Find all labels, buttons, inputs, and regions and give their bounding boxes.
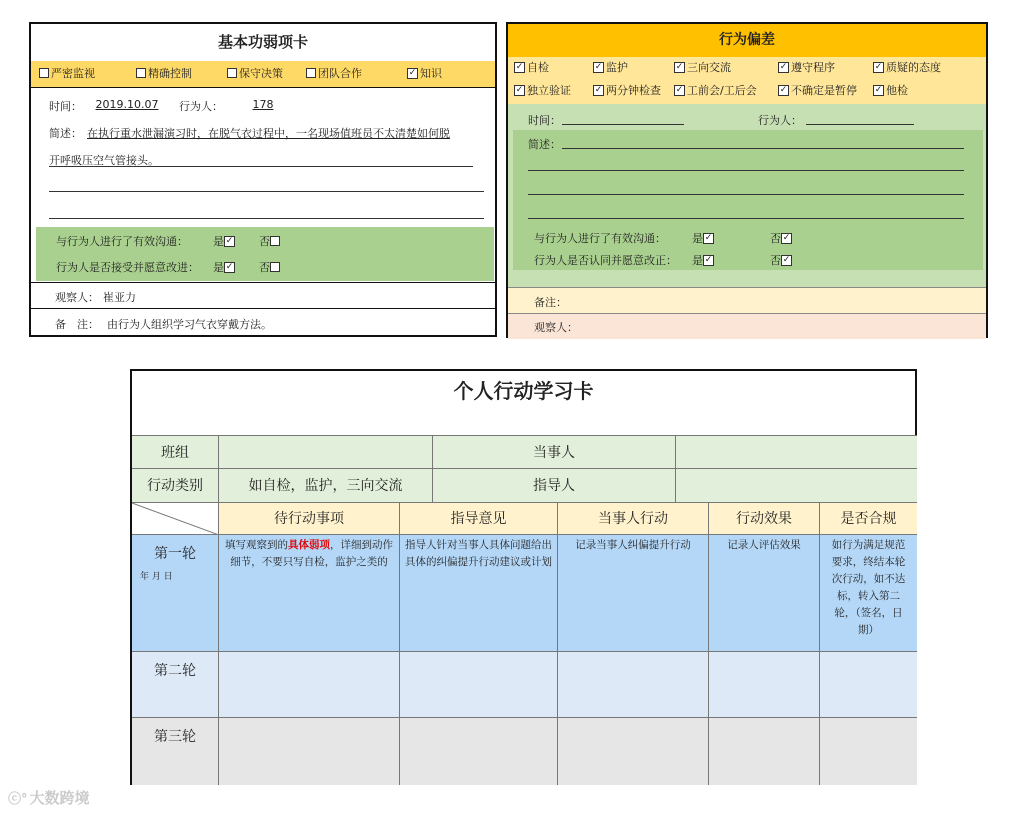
time-value: 2019.10.07 xyxy=(95,98,159,111)
round-2-party-action[interactable] xyxy=(558,652,709,718)
weakness-card-title: 基本功弱项卡 xyxy=(31,24,495,62)
column-header-action-effect: 行动效果 xyxy=(709,503,820,535)
category-knowledge[interactable]: ✓ 知识 xyxy=(408,67,442,80)
round-1-party-action[interactable]: 记录当事人纠偏提升行动 xyxy=(558,535,709,652)
question-agree: 行为人是否认同并愿意改正： xyxy=(534,254,677,267)
category-supervision[interactable]: ✓ 监护 xyxy=(594,61,628,74)
time-field[interactable] xyxy=(562,124,684,125)
description-area xyxy=(513,130,983,270)
diagonal-line xyxy=(132,503,219,535)
blank-line xyxy=(528,194,964,195)
column-header-party-action: 当事人行动 xyxy=(558,503,709,535)
observer-row[interactable] xyxy=(508,313,986,339)
checkbox-icon[interactable] xyxy=(306,68,316,78)
checked-checkbox-icon[interactable]: ✓ xyxy=(704,254,713,265)
checked-checkbox-icon[interactable]: ✓ xyxy=(782,232,791,243)
answer-yes[interactable]: 是 ✓ xyxy=(213,235,234,248)
blank-line xyxy=(528,218,964,219)
blank-line xyxy=(49,191,484,192)
category-three-way-communication[interactable]: ✓ 三向交流 xyxy=(675,61,731,74)
checkbox-icon[interactable] xyxy=(227,68,237,78)
round-2-guidance[interactable] xyxy=(400,652,558,718)
round-2-compliance[interactable] xyxy=(820,652,917,718)
behavior-card-title: 行为偏差 xyxy=(508,24,986,58)
diagonal-header-cell xyxy=(132,503,219,535)
category-peer-check[interactable]: ✓ 他检 xyxy=(874,84,908,97)
category-pre-post-job-briefing[interactable]: ✓ 工前会/工后会 xyxy=(675,84,757,97)
category-self-check[interactable]: ✓ 自检 xyxy=(515,61,549,74)
checkbox-icon[interactable] xyxy=(136,68,146,78)
team-value-cell[interactable] xyxy=(219,435,433,469)
category-two-minute-check[interactable]: ✓ 两分钟检查 xyxy=(594,84,661,97)
actor-label: 行为人： xyxy=(758,114,802,127)
description-line-2: 开呼吸压空气管接头。 xyxy=(49,154,159,167)
learning-card-title: 个人行动学习卡 xyxy=(453,379,594,403)
checked-checkbox-icon[interactable]: ✓ xyxy=(594,61,603,72)
answer-no[interactable]: 否 ✓ xyxy=(770,232,791,245)
description-label: 简述： xyxy=(49,127,82,140)
weakness-card xyxy=(29,22,497,337)
answer-no[interactable]: 否 ✓ xyxy=(770,254,791,267)
behavior-categories xyxy=(508,57,986,104)
action-type-label-cell: 行动类别 xyxy=(132,469,219,503)
round-3-compliance[interactable] xyxy=(820,718,917,785)
time-row xyxy=(513,104,983,124)
round-3-guidance[interactable] xyxy=(400,718,558,785)
checkbox-icon[interactable] xyxy=(270,236,280,246)
underline xyxy=(49,166,473,167)
category-stop-when-unsure[interactable]: ✓ 不确定是暂停 xyxy=(779,84,857,97)
category-close-monitoring[interactable]: 严密监视 xyxy=(39,61,95,87)
checked-checkbox-icon[interactable]: ✓ xyxy=(704,232,713,243)
description-line-1: 在执行重水泄漏演习时，在脱气衣过程中，一名现场值班员不太清楚如何脱 xyxy=(87,127,450,140)
checked-checkbox-icon[interactable]: ✓ xyxy=(515,84,524,95)
checked-checkbox-icon[interactable]: ✓ xyxy=(782,254,791,265)
checked-checkbox-icon[interactable]: ✓ xyxy=(675,84,684,95)
checked-checkbox-icon[interactable]: ✓ xyxy=(874,61,883,72)
checked-checkbox-icon[interactable]: ✓ xyxy=(408,67,417,78)
observer-label: 观察人： xyxy=(55,291,99,304)
question-communication: 与行为人进行了有效沟通： xyxy=(534,232,666,245)
checked-checkbox-icon[interactable]: ✓ xyxy=(515,61,524,72)
note-row xyxy=(31,308,495,337)
checked-checkbox-icon[interactable]: ✓ xyxy=(779,84,788,95)
blank-line xyxy=(49,218,484,219)
actor-value: 178 xyxy=(252,98,274,111)
round-3-pending-item[interactable] xyxy=(219,718,400,785)
checkbox-icon[interactable] xyxy=(270,262,280,272)
personal-action-learning-card xyxy=(130,369,917,785)
round-1-label: 第一轮 xyxy=(154,546,196,562)
guide-label-cell: 指导人 xyxy=(433,469,676,503)
actor-field[interactable] xyxy=(806,124,914,125)
checked-checkbox-icon[interactable]: ✓ xyxy=(874,84,883,95)
party-label-cell: 当事人 xyxy=(433,435,676,469)
checked-checkbox-icon[interactable]: ✓ xyxy=(225,235,234,246)
category-independent-verification[interactable]: ✓ 独立验证 xyxy=(515,84,571,97)
description-field[interactable] xyxy=(562,148,964,149)
checked-checkbox-icon[interactable]: ✓ xyxy=(225,261,234,272)
round-3-party-action[interactable] xyxy=(558,718,709,785)
answer-yes[interactable]: 是 ✓ xyxy=(213,261,234,274)
answer-no[interactable]: 否 xyxy=(259,259,282,275)
round-3-label-cell: 第三轮 xyxy=(132,718,219,785)
category-follow-procedure[interactable]: ✓ 遵守程序 xyxy=(779,61,835,74)
round-2-pending-item[interactable] xyxy=(219,652,400,718)
round-1-date: 年 月 日 xyxy=(140,572,173,582)
checkbox-icon[interactable] xyxy=(39,68,49,78)
question-communication: 与行为人进行了有效沟通： xyxy=(56,235,188,248)
answer-no[interactable]: 否 xyxy=(259,233,282,249)
column-header-compliance: 是否合规 xyxy=(820,503,917,535)
checked-checkbox-icon[interactable]: ✓ xyxy=(779,61,788,72)
category-teamwork[interactable]: 团队合作 xyxy=(306,61,362,87)
round-1-action-effect[interactable]: 记录人评估效果 xyxy=(709,535,820,652)
action-type-value-cell[interactable]: 如自检，监护，三向交流 xyxy=(219,469,433,503)
round-3-action-effect[interactable] xyxy=(709,718,820,785)
category-precise-control[interactable]: 精确控制 xyxy=(136,61,192,87)
blank-line xyxy=(528,170,964,171)
round-2-action-effect[interactable] xyxy=(709,652,820,718)
column-header-guidance: 指导意见 xyxy=(400,503,558,535)
remark-label: 备注： xyxy=(534,296,567,309)
answer-yes[interactable]: 是 ✓ xyxy=(692,232,713,245)
checked-checkbox-icon[interactable]: ✓ xyxy=(594,84,603,95)
actor-label: 行为人： xyxy=(179,100,223,113)
observer-label: 观察人： xyxy=(534,321,578,334)
round-1-label-cell xyxy=(132,535,219,652)
checked-checkbox-icon[interactable]: ✓ xyxy=(675,61,684,72)
weakness-categories xyxy=(31,61,495,88)
question-accept: 行为人是否接受并愿意改进： xyxy=(56,261,199,274)
category-questioning-attitude[interactable]: ✓ 质疑的态度 xyxy=(874,61,941,74)
watermark: ⓒ° 大数跨境 xyxy=(8,789,90,807)
answer-yes[interactable]: 是 ✓ xyxy=(692,254,713,267)
round-1-pending-item[interactable]: 填写观察到的具体弱项，详细到动作细节，不要只写自检，监护之类的 xyxy=(219,535,400,652)
guide-value-cell[interactable] xyxy=(676,469,917,503)
team-label-cell: 班组 xyxy=(132,435,219,469)
watermark-logo-icon: ⓒ° xyxy=(8,792,28,807)
round-1-compliance[interactable]: 如行为满足规范要求，终结本轮次行动，如不达标，转入第二轮，（签名，日期） xyxy=(820,535,917,652)
time-label: 时间： xyxy=(528,114,561,127)
round-2-label-cell: 第二轮 xyxy=(132,652,219,718)
category-conservative-decision[interactable]: 保守决策 xyxy=(227,61,283,87)
behavior-deviation-card xyxy=(506,22,988,338)
column-header-pending-item: 待行动事项 xyxy=(219,503,400,535)
remark-row[interactable] xyxy=(508,287,986,314)
observer-value: 崔亚力 xyxy=(103,291,136,304)
time-label: 时间： xyxy=(49,100,82,113)
description-label: 简述： xyxy=(528,138,561,151)
note-label: 备 注： xyxy=(55,318,99,331)
round-1-guidance[interactable]: 指导人针对当事人具体问题给出具体的纠偏提升行动建议或计划 xyxy=(400,535,558,652)
party-value-cell[interactable] xyxy=(676,435,917,469)
observer-row xyxy=(31,282,495,309)
note-value: 由行为人组织学习气衣穿戴方法。 xyxy=(107,318,272,331)
